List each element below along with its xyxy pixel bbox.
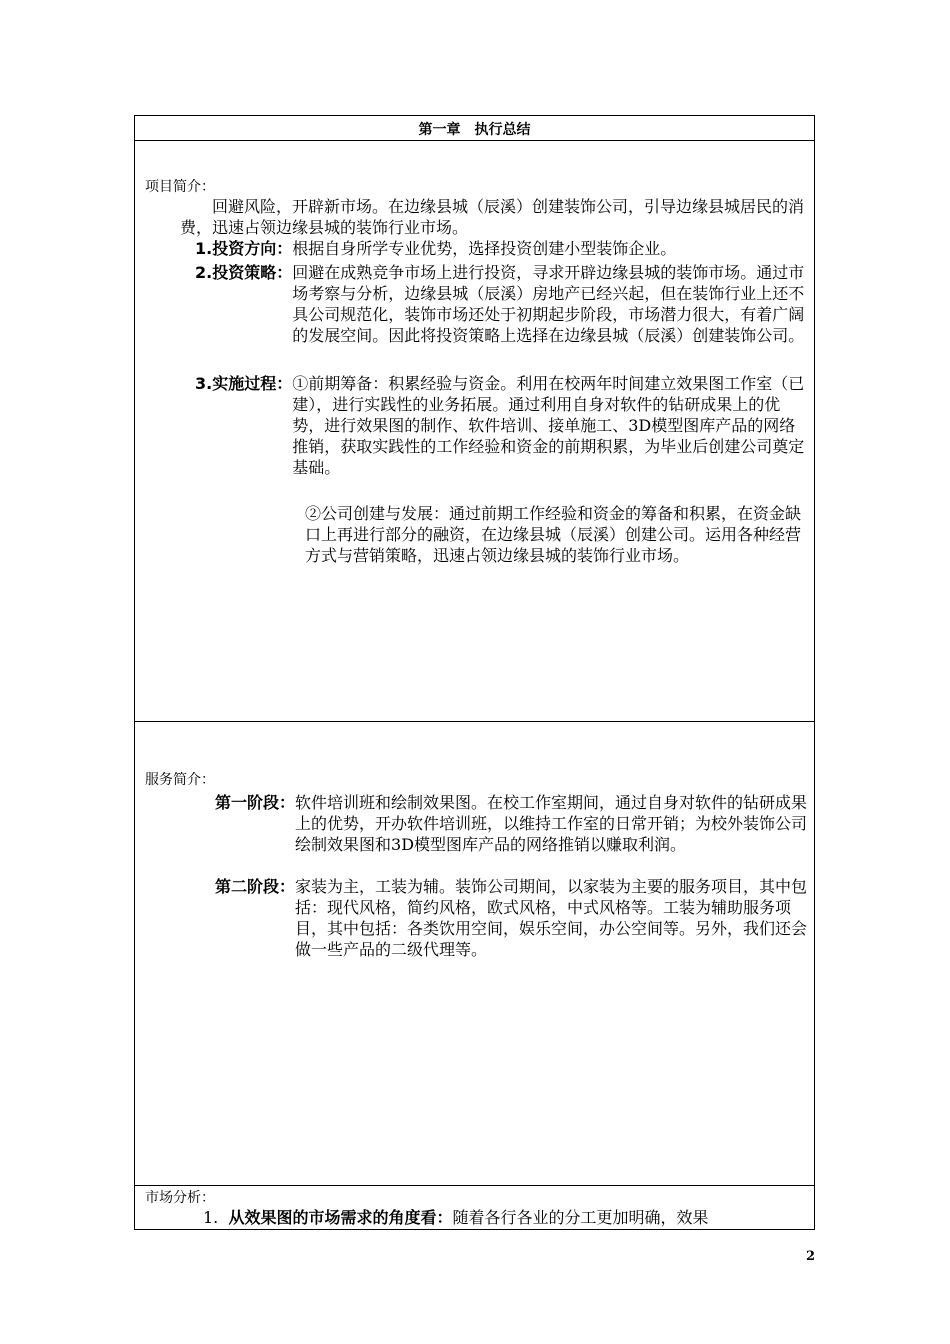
chapter-title: 第一章 执行总结 — [418, 122, 531, 138]
market-item-1 — [203, 1207, 810, 1228]
page-number: 2 — [805, 1249, 815, 1264]
item-label: 第二阶段： — [215, 877, 296, 896]
project-intro: 回避风险，开辟新市场。在边缘县城（辰溪）创建装饰公司，引导边缘县城居民的消费，迅速占领边缘县城的装饰行业市场。 — [180, 197, 805, 237]
item-number: 1. — [195, 239, 213, 258]
item-text: 随着各行各业的分工更加明确，效果 — [452, 1208, 709, 1227]
service-item-2 — [215, 876, 810, 960]
item-label: 实施过程： — [212, 374, 293, 393]
title-divider — [135, 140, 814, 141]
item-text: ①前期筹备：积累经验与资金。利用在校两年时间建立效果图工作室（已建），进行实践性的业务拓展。通过利用自身对软件的钻研成果上的优势，进行效果图的制作、软件培训、接单施工、3D模型图库产品的网络推销，获取实践性的工作经验和资金的前期积累，为毕业后创建公司奠定基础。 — [292, 374, 805, 477]
section-divider-1 — [135, 721, 814, 722]
item-label: 投资策略： — [212, 263, 293, 282]
item-label: 第一阶段： — [215, 793, 296, 812]
item-text: 回避在成熟竞争市场上进行投资，寻求开辟边缘县城的装饰市场。通过市场考察与分析，边缘县城（辰溪）房地产已经兴起，但在装饰行业上还不具公司规范化，装饰市场还处于初期起步阶段，市场潜力很大，有着广阔的发展空间。因此将投资策略上选择在边缘县城（辰溪）创建装饰公司。 — [292, 263, 805, 345]
item-number: 3. — [195, 374, 213, 393]
item-text: 软件培训班和绘制效果图。在校工作室期间，通过自身对软件的钻研成果上的优势，开办软件培训班，以维持工作室的日常开销；为校外装饰公司绘制效果图和3D模型图库产品的网络推销以赚取利润。 — [295, 793, 808, 854]
document-table — [134, 115, 815, 1230]
item-number: 2. — [195, 263, 213, 282]
item-label: 从效果图的市场需求的角度看： — [228, 1208, 453, 1227]
item-text: 家装为主，工装为辅。装饰公司期间，以家装为主要的服务项目，其中包括：现代风格，简约风格，欧式风格，中式风格等。工装为辅助服务项目，其中包括：各类饮用空间，娱乐空间，办公空间等。另外，我们还会做一些产品的二级代理等。 — [295, 877, 808, 959]
item-label: 投资方向： — [212, 239, 293, 258]
project-label: 项目简介： — [145, 179, 215, 195]
market-label: 市场分析： — [145, 1190, 215, 1206]
project-step-2: ②公司创建与发展：通过前期工作经验和资金的筹备和积累，在资金缺口上再进行部分的融资，在边缘县城（辰溪）创建公司。运用各种经营方式与营销策略，迅速占领边缘县城的装饰行业市场。 — [305, 504, 802, 565]
service-label: 服务简介： — [145, 772, 215, 788]
project-item-2 — [195, 262, 810, 346]
service-item-1 — [215, 792, 810, 855]
section-divider-2 — [135, 1185, 814, 1186]
project-item-3 — [195, 373, 810, 478]
item-text: 根据自身所学专业优势，选择投资创建小型装饰企业。 — [292, 239, 677, 258]
item-number: 1. — [203, 1208, 219, 1227]
project-item-1 — [195, 238, 810, 259]
